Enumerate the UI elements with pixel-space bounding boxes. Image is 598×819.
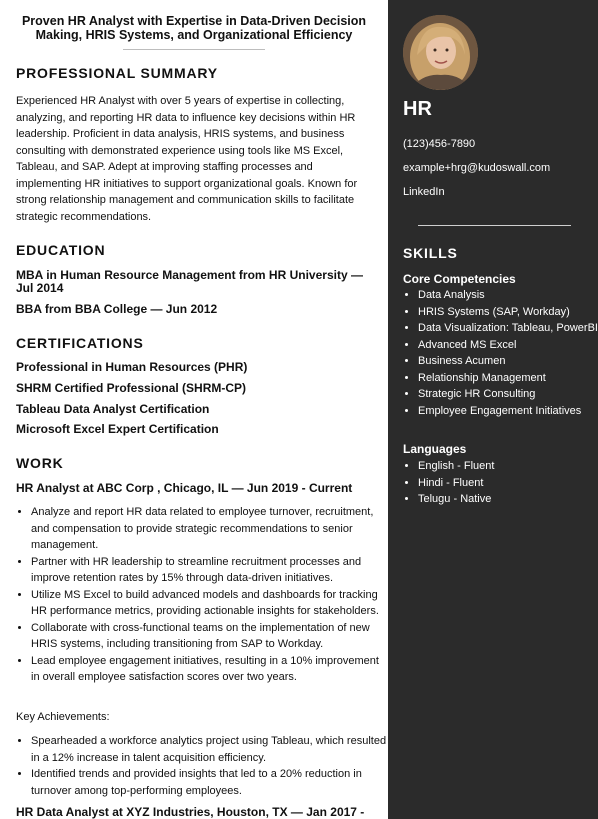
avatar — [403, 15, 478, 90]
list-item: • Relationship Management — [418, 370, 598, 387]
sidebar-divider — [418, 225, 571, 226]
list-item: • English - Fluent — [418, 458, 598, 475]
list-item: • Data Visualization: Tableau, PowerBI — [418, 320, 598, 337]
achievements-label: Key Achievements: — [16, 711, 110, 723]
core-competencies-list — [401, 287, 598, 419]
list-item: • Utilize MS Excel to build advanced models and dashboards for tracking HR performance metrics, providing actionable insights for stakeholders. — [31, 587, 388, 620]
job-bullets — [14, 504, 388, 686]
certifications-heading: CERTIFICATIONS — [16, 335, 144, 351]
work-heading: WORK — [16, 455, 64, 471]
list-item: • Telugu - Native — [418, 491, 598, 508]
list-item: • Analyze and report HR data related to employee turnover, recruitment, and compensation to provide strategic recommendations to senior management. — [31, 504, 388, 554]
certification-item: SHRM Certified Professional (SHRM-CP) — [16, 381, 247, 395]
core-competencies-heading: Core Competencies — [403, 272, 516, 286]
summary-heading: PROFESSIONAL SUMMARY — [16, 65, 218, 81]
list-item: • Collaborate with cross-functional teams on the implementation of new HRIS systems, including transitioning from SAP to Workday. — [31, 620, 388, 653]
candidate-name: HR — [403, 98, 432, 120]
job-title: HR Analyst at ABC Corp , Chicago, IL — Jun 2019 - Current — [16, 481, 353, 495]
education-item: BBA from BBA College — Jun 2012 — [16, 302, 218, 316]
list-item: • Spearheaded a workforce analytics project using Tableau, which resulted in a 12% increase in talent acquisition efficiency. — [31, 733, 388, 766]
list-item: • Advanced MS Excel — [418, 337, 598, 354]
headline-divider — [123, 49, 265, 50]
email-address[interactable]: example+hrg@kudoswall.com — [403, 162, 551, 174]
list-item: • Hindi - Fluent — [418, 475, 598, 492]
list-item: • Identified trends and provided insights that led to a 20% reduction in turnover among top-performing employees. — [31, 766, 388, 799]
list-item: • Partner with HR leadership to streamline recruitment processes and improve retention rates by 15% through data-driven initiatives. — [31, 554, 388, 587]
job-title: HR Data Analyst at XYZ Industries, Houston, TX — Jan 2017 - — [16, 805, 365, 819]
certification-item: Professional in Human Resources (PHR) — [16, 360, 248, 374]
phone-number: (123)456-7890 — [403, 138, 476, 150]
education-item: MBA in Human Resource Management from HR University — Jul 2014 — [16, 268, 363, 295]
list-item: • Employee Engagement Initiatives — [418, 403, 598, 420]
skills-heading: SKILLS — [403, 245, 458, 261]
sidebar — [388, 0, 598, 819]
certification-item: Tableau Data Analyst Certification — [16, 402, 210, 416]
summary-text: Experienced HR Analyst with over 5 years of expertise in collecting, analyzing, and reporting HR data to influence key decisions within HR leadership. Proficient in data analysis, HRIS systems, and business consulting with demonstrated experience using tools like MS Excel, Tableau, and SAP. Adept at improving staffing processes and implementing HR initiatives to support organizational goals. Known for strong relationship management and communication skills to facilitate strategic recommendations. — [16, 95, 358, 223]
achievement-bullets — [14, 733, 388, 799]
list-item: • Strategic HR Consulting — [418, 386, 598, 403]
education-heading: EDUCATION — [16, 242, 106, 258]
list-item: • HRIS Systems (SAP, Workday) — [418, 304, 598, 321]
list-item: • Business Acumen — [418, 353, 598, 370]
languages-list — [401, 458, 598, 508]
resume-headline: Proven HR Analyst with Expertise in Data-Driven Decision Making, HRIS Systems, and Organizational Efficiency — [21, 14, 367, 42]
list-item: • Lead employee engagement initiatives, resulting in a 10% improvement in overall employee satisfaction scores over two years. — [31, 653, 388, 686]
certification-item: Microsoft Excel Expert Certification — [16, 422, 219, 436]
profile-photo — [403, 15, 478, 90]
list-item: • Data Analysis — [418, 287, 598, 304]
languages-heading: Languages — [403, 442, 467, 456]
linkedin-link[interactable]: LinkedIn — [403, 186, 445, 198]
